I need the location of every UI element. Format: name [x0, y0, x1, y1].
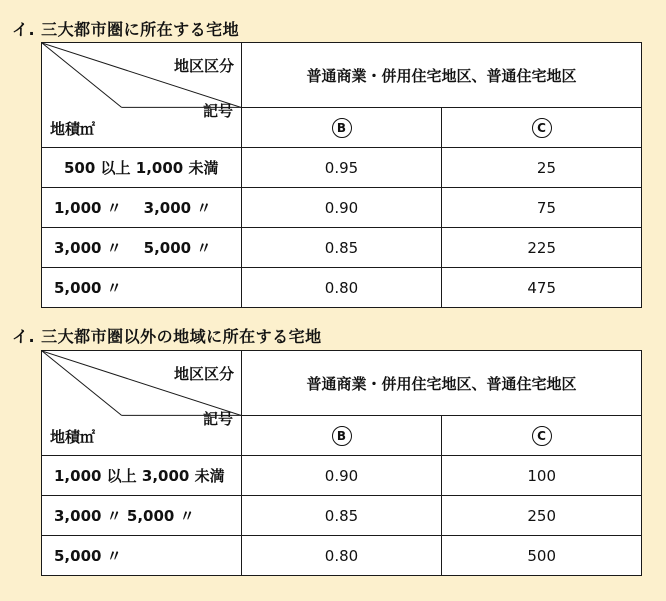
area-range — [42, 188, 242, 228]
table-row — [42, 536, 642, 576]
symbol-c-cell — [442, 108, 642, 148]
range-to: 3,000 未満 — [141, 467, 225, 485]
value-b: 0.90 — [242, 456, 442, 496]
table-row — [42, 268, 642, 308]
value-c: 75 — [442, 188, 642, 228]
value-c: 500 — [442, 536, 642, 576]
table-row — [42, 148, 642, 188]
range-to: 5,000 〃 — [143, 239, 212, 257]
area-table-non-metropolitan — [41, 350, 642, 576]
area-range — [42, 536, 242, 576]
table-row — [42, 496, 642, 536]
range-from: 1,000 〃 — [54, 199, 122, 217]
header-zone-label: 地区区分 — [173, 57, 234, 75]
value-b: 0.80 — [242, 268, 442, 308]
range-from: 5,000 〃 — [54, 547, 122, 565]
section-title-metropolitan: イ. 三大都市圏に所在する宅地 — [12, 20, 240, 39]
value-b: 0.85 — [242, 228, 442, 268]
section-title-non-metropolitan: イ. 三大都市圏以外の地域に所在する宅地 — [12, 327, 322, 346]
header-area-label: 地積㎡ — [50, 428, 96, 446]
range-to: 5,000 〃 — [126, 507, 195, 525]
header-area-label: 地積㎡ — [50, 120, 96, 138]
symbol-b-cell — [242, 416, 442, 456]
circled-b-icon: B — [332, 426, 352, 446]
circled-c-icon: C — [532, 426, 552, 446]
table-row — [42, 228, 642, 268]
header-corner-cell — [42, 351, 242, 456]
value-b: 0.95 — [242, 148, 442, 188]
header-corner-cell — [42, 43, 242, 148]
value-c: 100 — [442, 456, 642, 496]
symbol-b-cell — [242, 108, 442, 148]
area-range — [42, 148, 242, 188]
value-c: 225 — [442, 228, 642, 268]
range-to: 1,000 未満 — [135, 159, 219, 177]
header-symbol-label: 記号 — [202, 410, 233, 428]
table-row — [42, 188, 642, 228]
circled-c-icon: C — [532, 118, 552, 138]
range-from: 3,000 〃 — [54, 507, 122, 525]
area-table-metropolitan — [41, 42, 642, 308]
area-range — [42, 496, 242, 536]
header-zone-label: 地区区分 — [173, 365, 234, 383]
value-c: 475 — [442, 268, 642, 308]
area-range — [42, 268, 242, 308]
zone-header: 普通商業・併用住宅地区、普通住宅地区 — [242, 351, 642, 416]
range-from: 5,000 〃 — [54, 279, 122, 297]
range-from: 500 以上 — [64, 159, 131, 177]
area-range — [42, 228, 242, 268]
value-c: 25 — [442, 148, 642, 188]
range-from: 1,000 以上 — [54, 467, 137, 485]
range-from: 3,000 〃 — [54, 239, 122, 257]
header-symbol-label: 記号 — [202, 102, 233, 120]
value-b: 0.85 — [242, 496, 442, 536]
area-range — [42, 456, 242, 496]
zone-header: 普通商業・併用住宅地区、普通住宅地区 — [242, 43, 642, 108]
table-row — [42, 456, 642, 496]
symbol-c-cell — [442, 416, 642, 456]
value-b: 0.80 — [242, 536, 442, 576]
value-b: 0.90 — [242, 188, 442, 228]
range-to: 3,000 〃 — [143, 199, 212, 217]
value-c: 250 — [442, 496, 642, 536]
circled-b-icon: B — [332, 118, 352, 138]
